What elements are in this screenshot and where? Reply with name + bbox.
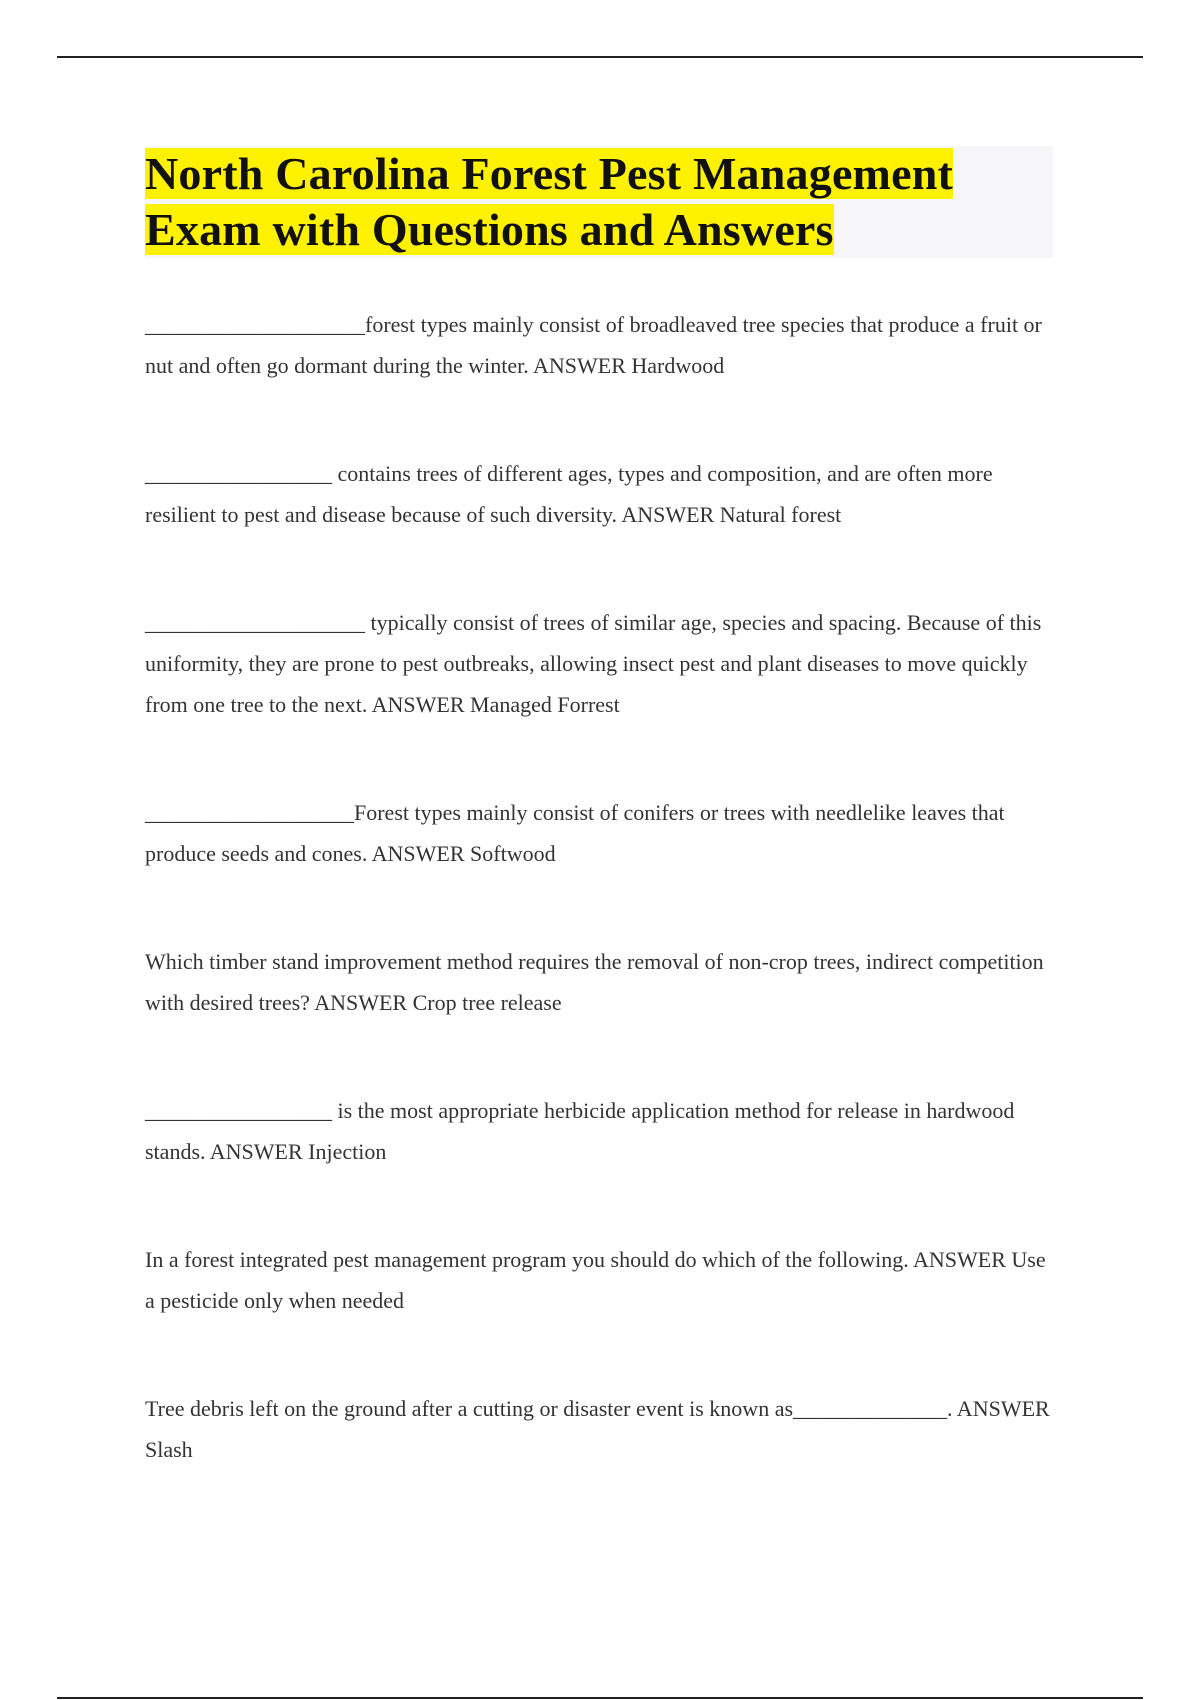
bottom-rule <box>57 1697 1143 1699</box>
question-item-5: Which timber stand improvement method requires the removal of non-crop trees, indirect competition with desired trees? ANSWER Crop tree release <box>145 949 1044 1015</box>
question-item-4: ___________________Forest types mainly consist of conifers or trees with needlelike leaves that produce seeds and cones. ANSWER Softwood <box>145 800 1005 866</box>
question-item-8: Tree debris left on the ground after a cutting or disaster event is known as______________. ANSWER Slash <box>145 1396 1050 1462</box>
question-item-2: _________________ contains trees of different ages, types and composition, and are often more resilient to pest and disease because of such diversity. ANSWER Natural forest <box>145 461 993 527</box>
question-item-3: ____________________ typically consist of trees of similar age, species and spacing. Because of this uniformity, they are prone to pest outbreaks, allowing insect pest and plant diseases to move quickly from one tree to the next. ANSWER Managed Forrest <box>145 610 1042 717</box>
question-item-1: ____________________forest types mainly consist of broadleaved tree species that produce a fruit or nut and often go dormant during the winter. ANSWER Hardwood <box>145 312 1042 378</box>
question-item-6: _________________ is the most appropriate herbicide application method for release in hardwood stands. ANSWER Injection <box>145 1098 1015 1164</box>
question-item-7: In a forest integrated pest management program you should do which of the following. ANSWER Use a pesticide only when needed <box>145 1247 1046 1313</box>
page-title-line-2 <box>145 202 1053 258</box>
top-rule <box>57 56 1143 58</box>
title-block <box>145 146 1053 258</box>
question-list <box>145 304 1060 1470</box>
page-title-text-1: North Carolina Forest Pest Management <box>145 148 953 199</box>
page-title-text-2: Exam with Questions and Answers <box>145 204 834 255</box>
page-title-line-1 <box>145 146 1053 202</box>
